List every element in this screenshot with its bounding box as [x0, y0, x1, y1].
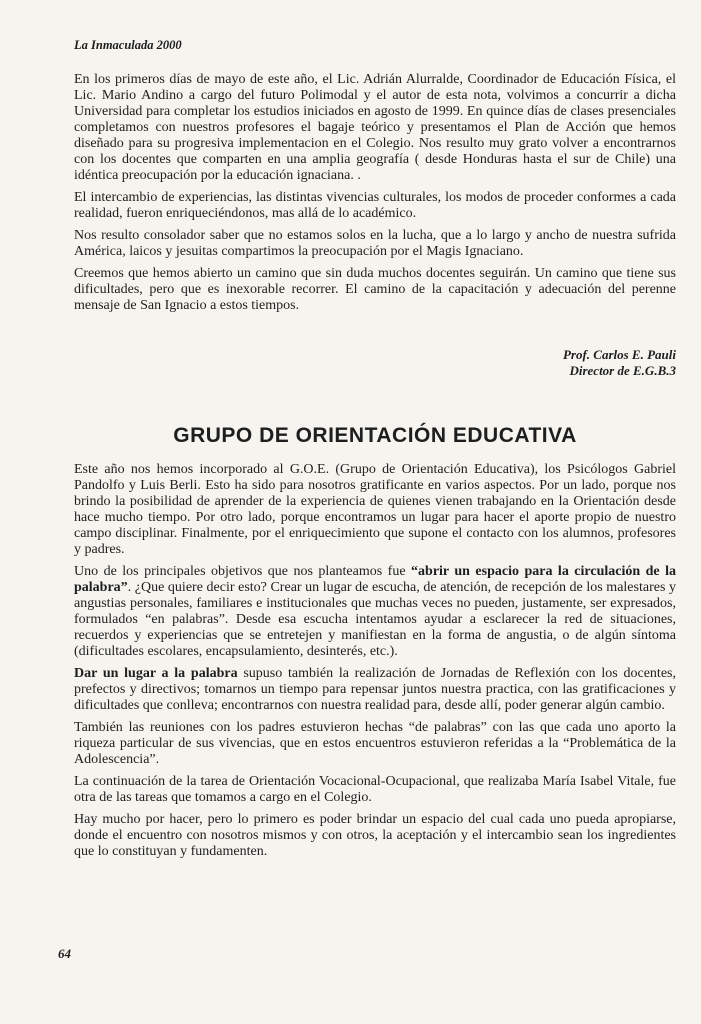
- section-body: [74, 462, 676, 866]
- signature-role: Director de E.G.B.3: [569, 363, 676, 378]
- article-body: [74, 72, 676, 320]
- running-header: La Inmaculada 2000: [74, 38, 182, 52]
- paragraph: Nos resulto consolador saber que no estamos solos en la lucha, que a lo largo y ancho de nuestra sufrida América, laicos y jesuitas compartimos la preocupación por el Magis Ignaciano.: [74, 228, 676, 259]
- paragraph: Este año nos hemos incorporado al G.O.E. (Grupo de Orientación Educativa), los Psicólogos Gabriel Pandolfo y Luis Berli. Esto ha sido para nosotros gratificante en varios aspectos. Por un lado, porque nos brindo la posibilidad de aprender de la experiencia de quienes vienen trabajando en la Orientación desde hace mucho tiempo. Por otro lado, porque encontramos un lugar para hacer el aporte propio de nuestro campo disciplinar. Finalmente, por el enriquecimiento que supone el contacto con los alumnos, profesores y padres.: [74, 462, 676, 557]
- signature-name: Prof. Carlos E. Pauli: [562, 347, 676, 362]
- paragraph-text: . ¿Que quiere decir esto? Crear un lugar de escucha, de atención, de recepción de los malestares y angustias personales, familiares e institucionales que muchas veces no pueden, justamente, ser expresados, formulados “en palabras”. Desde esa escucha intentamos ayudar a esclarecer la red de situaciones, recuerdos y experiencias que se entretejen y manifiestan en la forma de angustia, o de algún síntoma (dificultades escolares, encapsulamiento, desinterés, etc.).: [74, 580, 676, 659]
- paragraph-text: Uno de los principales objetivos que nos planteamos fue: [74, 564, 412, 579]
- emphasis-text: Dar un lugar a la palabra: [74, 666, 238, 681]
- paragraph: [74, 564, 676, 660]
- paragraph: El intercambio de experiencias, las distintas vivencias culturales, los modos de proceder conformes a cada realidad, fueron enriqueciéndonos, mas allá de lo académico.: [74, 190, 676, 221]
- paragraph: También las reuniones con los padres estuvieron hechas “de palabras” con las que cada uno aporto la riqueza particular de sus vivencias, que en estos encuentros estuvieron referidas a la “Problemática de la Adolescencia”.: [74, 720, 676, 767]
- emphasis-text: “abrir un espacio para la circulación de la palabra”: [74, 564, 676, 595]
- paragraph: En los primeros días de mayo de este año, el Lic. Adrián Alurralde, Coordinador de Educación Física, el Lic. Mario Andino a cargo del futuro Polimodal y el autor de esta nota, volvimos a concurrir a dicha Universidad para completar los estudios iniciados en agosto de 1999. En quince días de clases presenciales completamos con nuestros profesores el bagaje teórico y presentamos el Plan de Acción que hemos diseñado para su progresiva implementacion en el Colegio. Nos resulto muy grato volver a encontrarnos con los docentes que comparten en una amplia geografía ( desde Honduras hasta el sur de Chile) una idéntica preocupación por la educación ignaciana. .: [74, 72, 676, 183]
- paragraph: Hay mucho por hacer, pero lo primero es poder brindar un espacio del cual cada uno pueda apropiarse, donde el encuentro con nosotros mismos y con otros, la aceptación y el intercambio sean los ingredientes que lo constituyan y fundamenten.: [74, 812, 676, 859]
- paragraph: Creemos que hemos abierto un camino que sin duda muchos docentes seguirán. Un camino que tiene sus dificultades, pero que es inexorable recorrer. El camino de la capacitación y adecuación del perenne mensaje de San Ignacio a estos tiempos.: [74, 266, 676, 313]
- section-title: GRUPO DE ORIENTACIÓN EDUCATIVA: [173, 424, 577, 447]
- paragraph-text: supuso también la realización de Jornadas de Reflexión con los docentes, prefectos y directivos; tomarnos un tiempo para repensar juntos nuestra practica, con las gratificaciones y dificultades que conlleva; encontrarnos con nuestra realidad para, desde allí, poder generar algún cambio.: [74, 666, 676, 713]
- signature-block: [420, 347, 676, 379]
- paragraph: [74, 666, 676, 714]
- paragraph: La continuación de la tarea de Orientación Vocacional-Ocupacional, que realizaba María Isabel Vitale, fue otra de las tareas que tomamos a cargo en el Colegio.: [74, 774, 676, 805]
- page-number: 64: [58, 946, 71, 961]
